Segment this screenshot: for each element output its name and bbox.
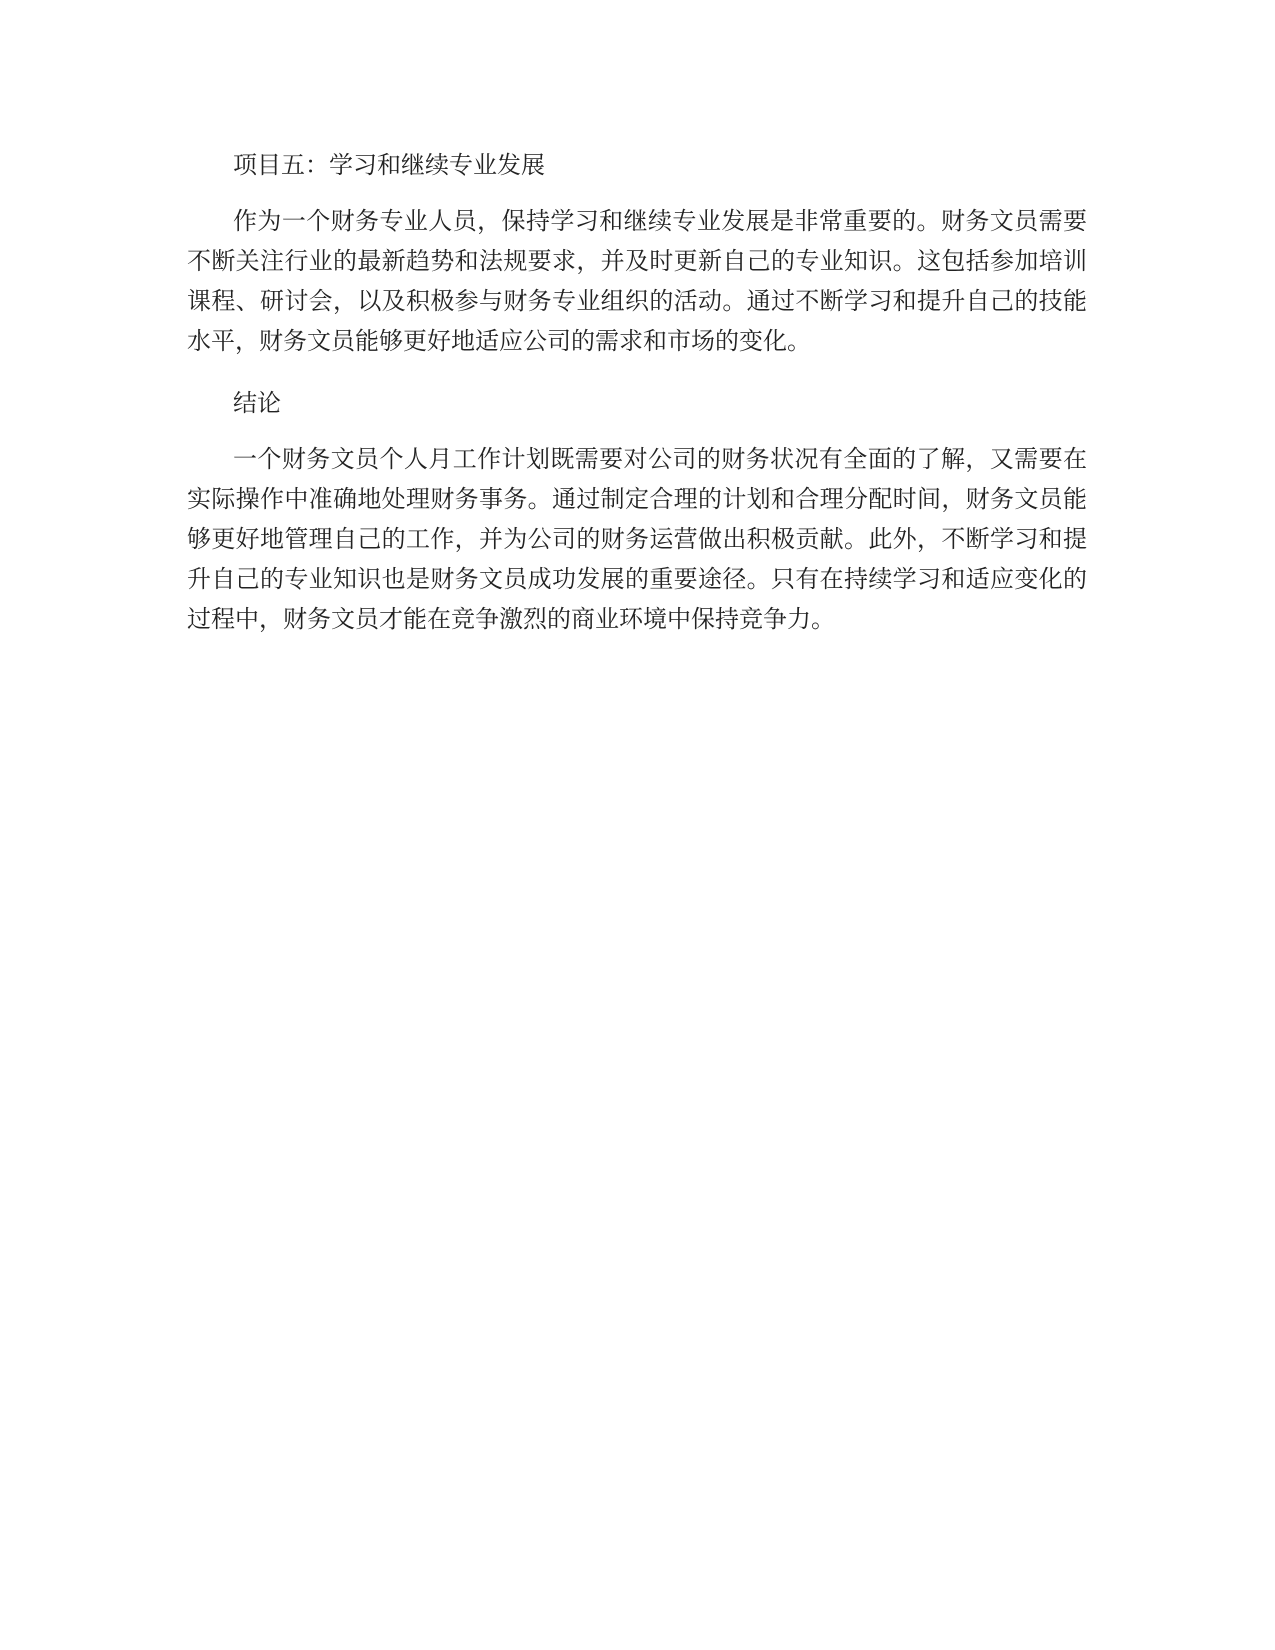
document-body bbox=[187, 145, 1087, 639]
spacer bbox=[187, 361, 1087, 383]
spacer bbox=[187, 423, 1087, 439]
section-paragraph-conclusion: 一个财务文员个人月工作计划既需要对公司的财务状况有全面的了解，又需要在实际操作中准确地处理财务事务。通过制定合理的计划和合理分配时间，财务文员能够更好地管理自己的工作，并为公司的财务运营做出积极贡献。此外，不断学习和提升自己的专业知识也是财务文员成功发展的重要途径。只有在持续学习和适应变化的过程中，财务文员才能在竞争激烈的商业环境中保持竞争力。 bbox=[187, 445, 1087, 633]
spacer bbox=[187, 185, 1087, 201]
section-heading-conclusion: 结论 bbox=[233, 389, 281, 417]
section-heading-learning: 项目五：学习和继续专业发展 bbox=[233, 151, 545, 179]
section-paragraph-learning: 作为一个财务专业人员，保持学习和继续专业发展是非常重要的。财务文员需要不断关注行业的最新趋势和法规要求，并及时更新自己的专业知识。这包括参加培训课程、研讨会，以及积极参与财务专业组织的活动。通过不断学习和提升自己的技能水平，财务文员能够更好地适应公司的需求和市场的变化。 bbox=[187, 207, 1087, 355]
